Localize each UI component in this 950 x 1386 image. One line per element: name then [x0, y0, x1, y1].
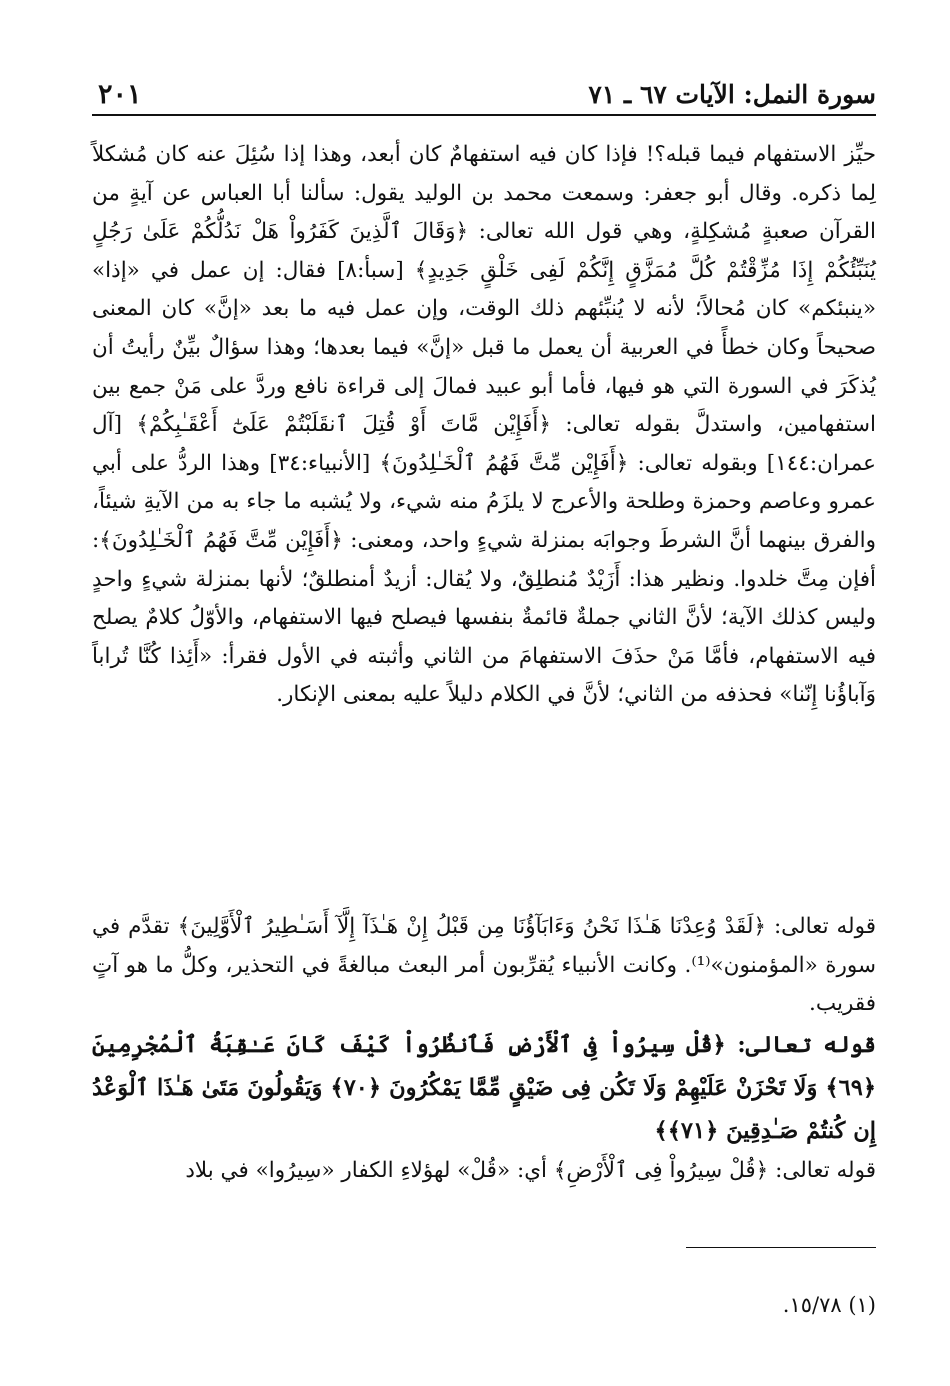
surah-title: سورة النمل: الآيات ٦٧ ـ ٧١ [588, 80, 876, 109]
footnote: (١) ١٥/٧٨. [782, 1293, 876, 1317]
book-page [92, 72, 876, 1332]
page-number: ٢٠١ [98, 79, 142, 110]
footnote-separator [686, 1247, 876, 1248]
verse-lead: قوله تعالى: [725, 1032, 876, 1058]
paragraph-commentary: حيِّز الاستفهام فيما قبله؟! فإذا كان فيه استفهامٌ كان أبعد، وهذا إذا سُئِلَ عنه كان مُشكلاً لِما ذكره. وقال أبو جعفر: وسمعت محمد بن الوليد يقول: سألنا أبا العباس عن آيةٍ من القرآن صعبةٍ مُشكِلةٍ، وهي قول الله تعالى: ﴿وَقَالَ ٱلَّذِينَ كَفَرُواْ هَلْ نَدُلُّكُمْ عَلَىٰ رَجُلٍ يُنَبِّئُكُمْ إِذَا مُزِّقْتُمْ كُلَّ مُمَزَّقٍ إِنَّكُمْ لَفِى خَلْقٍ جَدِيدٍ﴾ [سبأ:٨] فقال: إن عمل في «إذا» «ينبئكم» كان مُحالاً؛ لأنه لا يُنبِّئهم ذلك الوقت، وإن عمل فيه ما بعد «إنَّ» كان المعنى صحيحاً وكان خطأً في العربية أن يعمل ما قبل «إنَّ» فيما بعدها؛ وهذا سؤالٌ بيِّنٌ رأيتُ أن يُذكَرَ في السورة التي هو فيها، فأما أبو عبيد فمالَ إلى قراءة نافع وردَّ على مَنْ جمع بين استفهامين، واستدلَّ بقوله تعالى: ﴿أَفَإِيْن مَّاتَ أَوْ قُتِلَ ٱنقَلَبْتُمْ عَلَىٰٓ أَعْقَـٰبِكُمْ﴾ [آل عمران:١٤٤] وبقوله تعالى: ﴿أَفَإِيْن مِّتَّ فَهُمُ ٱلْخَـٰلِدُونَ﴾ [الأنبياء:٣٤] وهذا الردُّ على أبي عمرو وعاصم وحمزة وطلحة والأعرج لا يلزَمُ منه شيء، ولا يُشبه ما جاء به من الآيةِ شيئاً، والفرق بينهما أنَّ الشرطَ وجوابَه بمنزلة شيءٍ واحد، ومعنى: ﴿أَفَإِيْن مِّتَّ فَهُمُ ٱلْخَـٰلِدُونَ﴾: أفإن مِتَّ خلدوا. ونظير هذا: أَزَيْدٌ مُنطلِقٌ، ولا يُقال: أزيدٌ أمنطلقٌ؛ لأنها بمنزلة شيءٍ واحدٍ وليس كذلك الآية؛ لأنَّ الثاني جملةٌ قائمةٌ بنفسها فيصلح فيها الاستفهام، والأوّلُ كلامٌ يصلح فيه الاستفهام، فأمَّا مَنْ حذَفَ الاستفهامَ من الثاني وأثبته في الأول فقرأ: «أَئِذا كُنَّا تُراباً وَآباؤُنا إِنّنا» فحذفه من الثاني؛ لأنَّ في الكلام دليلاً عليه بمعنى الإنكار. [92, 142, 876, 708]
paragraph-verse-68: قوله تعالى: ﴿لَقَدْ وُعِدْنَا هَـٰذَا نَحْنُ وَءَابَآؤُنَا مِن قَبْلُ إِنْ هَـٰذَآ إِلَّآ أَسَـٰطِيرُ ٱلْأَوَّلِينَ﴾ تقدَّم في سورة «المؤمنون»⁽¹⁾. وكانت الأنبياء يُقرِّبون أمر البعث مبالغةً في التحذير، وكلُّ ما هو آتٍ فقريب. [92, 914, 876, 1017]
verse-text: ﴿قُلْ سِيرُواْ فِى ٱلْأَرْضِ فَٱنظُرُواْ كَيْفَ كَانَ عَـٰقِبَةُ ٱلْمُجْرِمِينَ ﴿٦٩﴾ وَلَا تَحْزَنْ عَلَيْهِمْ وَلَا تَكُن فِى ضَيْقٍ مِّمَّا يَمْكُرُونَ ﴿٧٠﴾ وَيَقُولُونَ مَتَىٰ هَـٰذَا ٱلْوَعْدُ إِن كُنتُمْ صَـٰدِقِينَ ﴿٧١﴾﴾ [92, 1032, 876, 1144]
running-header [92, 72, 876, 116]
verse-block-69-71 [92, 1024, 876, 1152]
page-body [92, 136, 876, 1192]
paragraph-verse-69-commentary: قوله تعالى: ﴿قُلْ سِيرُواْ فِى ٱلْأَرْضِ﴾ أي: «قُلْ» لهؤلاءِ الكفار «سِيرُوا» في بلاد [185, 1158, 876, 1183]
